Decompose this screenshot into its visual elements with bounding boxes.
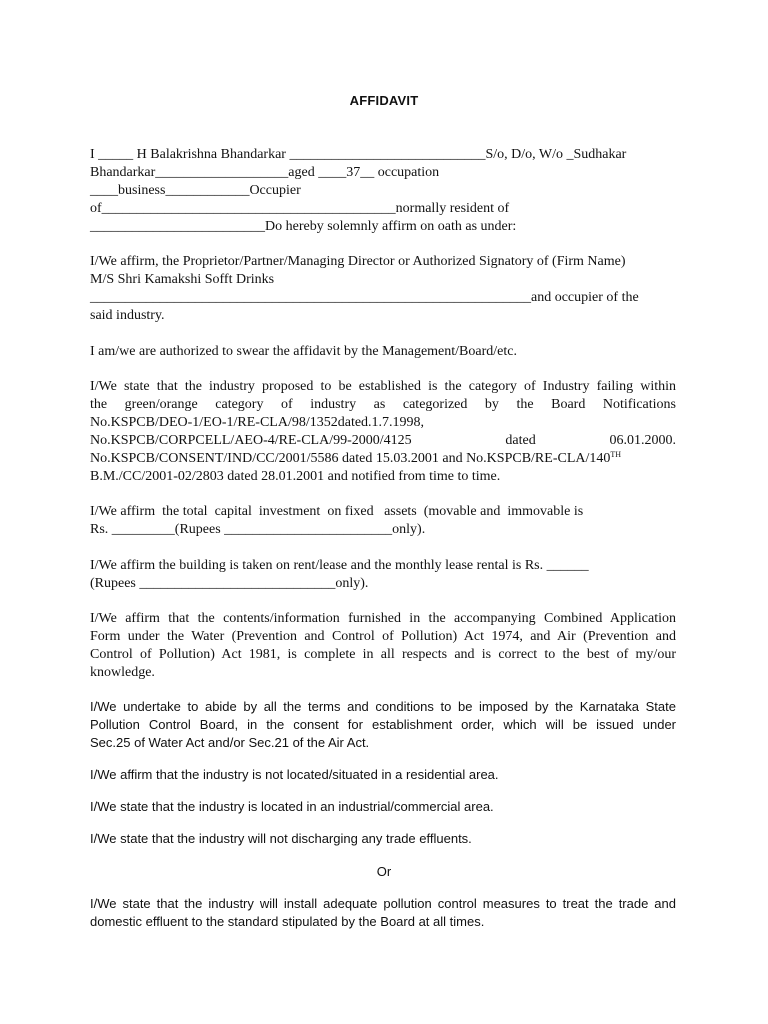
or-separator: Or	[376, 864, 392, 879]
contents-line-3: Control of Pollution) Act 1981, is complete in all respects and is correct to the best of my/our	[90, 647, 676, 662]
category-line-3: No.KSPCB/DEO-1/EO-1/RE-CLA/98/1352dated.1.7.1998,	[90, 415, 425, 430]
category-line-5	[90, 450, 621, 468]
investment-line-1: I/We affirm the total capital investment on fixed assets (movable and immovable is	[90, 504, 584, 519]
contents-line-4: knowledge.	[90, 665, 155, 680]
notification-number: No.KSPCB/CORPCELL/AEO-4/RE-CLA/99-2000/4125	[90, 433, 412, 448]
category-line-4	[90, 432, 676, 450]
intro-line-4: of__________________________________________normally resident of	[90, 201, 510, 216]
investment-line-2: Rs. _________(Rupees ________________________only).	[90, 522, 426, 537]
intro-line-2: Bhandarkar___________________aged ____37__ occupation	[90, 165, 440, 180]
authorized-statement: I am/we are authorized to swear the affidavit by the Management/Board/etc.	[90, 344, 517, 359]
intro-line-1: I _____ H Balakrishna Bhandarkar ____________________________S/o, D/o, W/o _Sudhakar	[90, 147, 627, 162]
pollution-line-1: I/We state that the industry will install adequate pollution control measures to treat the trade and	[90, 896, 676, 911]
notification-date: 06.01.2000.	[609, 433, 676, 448]
contents-line-2: Form under the Water (Prevention and Control of Pollution) Act 1974, and Air (Prevention and	[90, 629, 676, 644]
undertake-line-3: Sec.25 of Water Act and/or Sec.21 of the Air Act.	[90, 735, 370, 750]
undertake-line-1: I/We undertake to abide by all the terms and conditions to be imposed by the Karnataka State	[90, 699, 676, 714]
pollution-line-2: domestic effluent to the standard stipulated by the Board at all times.	[90, 914, 485, 929]
effluents-statement: I/We state that the industry will not discharging any trade effluents.	[90, 831, 472, 846]
firm-name: M/S Shri Kamakshi Sofft Drinks	[90, 272, 275, 287]
firm-line-1: I/We affirm, the Proprietor/Partner/Managing Director or Authorized Signatory of (Firm Name)	[90, 254, 626, 269]
rent-line-1: I/We affirm the building is taken on rent/lease and the monthly lease rental is Rs. ______	[90, 558, 589, 573]
intro-line-3: ____business____________Occupier	[90, 183, 301, 198]
category-line-2: the green/orange category of industry as categorized by the Board Notifications	[90, 397, 676, 412]
dated-label: dated	[505, 433, 536, 448]
document-title: AFFIDAVIT	[349, 93, 419, 108]
category-line-6: B.M./CC/2001-02/2803 dated 28.01.2001 and notified from time to time.	[90, 469, 501, 484]
undertake-line-2: Pollution Control Board, in the consent for establishment order, which will be issued under	[90, 717, 676, 732]
superscript-th: TH	[610, 450, 622, 459]
rent-line-2: (Rupees ____________________________only).	[90, 576, 369, 591]
industrial-statement: I/We state that the industry is located in an industrial/commercial area.	[90, 799, 494, 814]
firm-line-4: said industry.	[90, 308, 165, 323]
category-line-1: I/We state that the industry proposed to be established is the category of Industry failing within	[90, 379, 676, 394]
intro-line-5: _________________________Do hereby solemnly affirm on oath as under:	[90, 219, 517, 234]
firm-line-3: _______________________________________________________________and occupier of the	[90, 290, 639, 305]
category-line-5-text: No.KSPCB/CONSENT/IND/CC/2001/5586 dated 15.03.2001 and No.KSPCB/RE-CLA/140	[90, 451, 611, 466]
contents-line-1: I/We affirm that the contents/information furnished in the accompanying Combined Application	[90, 611, 676, 626]
residential-statement: I/We affirm that the industry is not located/situated in a residential area.	[90, 767, 499, 782]
